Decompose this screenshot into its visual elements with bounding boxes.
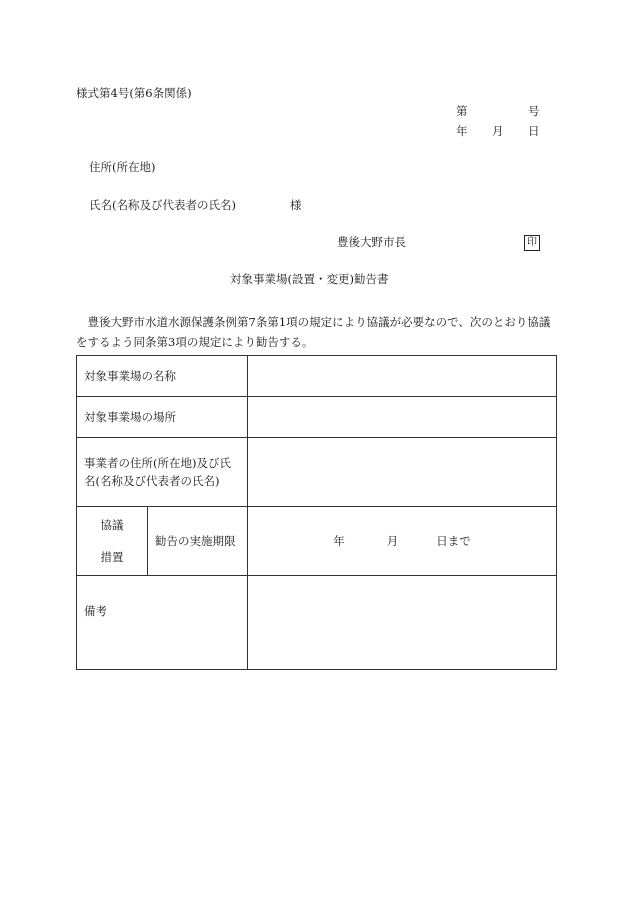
measure-label-line1: 協議: [100, 518, 124, 532]
table-row: [77, 438, 557, 507]
doc-date-day: 日: [528, 124, 540, 138]
measure-label: [77, 507, 148, 576]
deadline-month: 月: [386, 534, 399, 548]
facility-location-field[interactable]: [248, 397, 557, 438]
form-table: [76, 355, 557, 670]
facility-name-label: 対象事業場の名称: [77, 356, 248, 397]
deadline-label: 勧告の実施期限: [148, 507, 248, 576]
seal-mark: 印: [524, 235, 540, 251]
doc-number-prefix: 第: [456, 104, 468, 118]
facility-location-label: 対象事業場の場所: [77, 397, 248, 438]
operator-label: [77, 438, 248, 507]
deadline-day: 日まで: [436, 534, 471, 548]
facility-name-field[interactable]: [248, 356, 557, 397]
table-row: [77, 356, 557, 397]
document-title: 対象事業場(設置・変更)勧告書: [230, 272, 389, 286]
recipient-name-label: 氏名(名称及び代表者の氏名): [89, 198, 236, 212]
honorific: 様: [290, 198, 302, 212]
deadline-field[interactable]: [248, 507, 557, 576]
recipient-address-label: 住所(所在地): [89, 160, 156, 174]
operator-field[interactable]: [248, 438, 557, 507]
doc-date-year: 年: [456, 124, 468, 138]
table-row: [77, 397, 557, 438]
remarks-label: 備考: [77, 576, 248, 670]
sender-title: 豊後大野市長: [337, 235, 406, 249]
doc-number-suffix: 号: [528, 104, 540, 118]
body-paragraph: 豊後大野市水道水源保護条例第7条第1項の規定により協議が必要なので、次のとおり協議をするよう同条第3項の規定により勧告する。: [76, 315, 551, 349]
doc-date-month: 月: [492, 124, 504, 138]
measure-label-line2: 措置: [100, 550, 124, 564]
table-row: [77, 507, 557, 576]
form-number: 様式第4号(第6条関係): [76, 86, 192, 100]
remarks-field[interactable]: [248, 576, 557, 670]
deadline-year: 年: [333, 534, 345, 548]
operator-label-text: 事業者の住所(所在地)及び氏名(名称及び代表者の氏名): [84, 456, 231, 488]
table-row: [77, 576, 557, 670]
